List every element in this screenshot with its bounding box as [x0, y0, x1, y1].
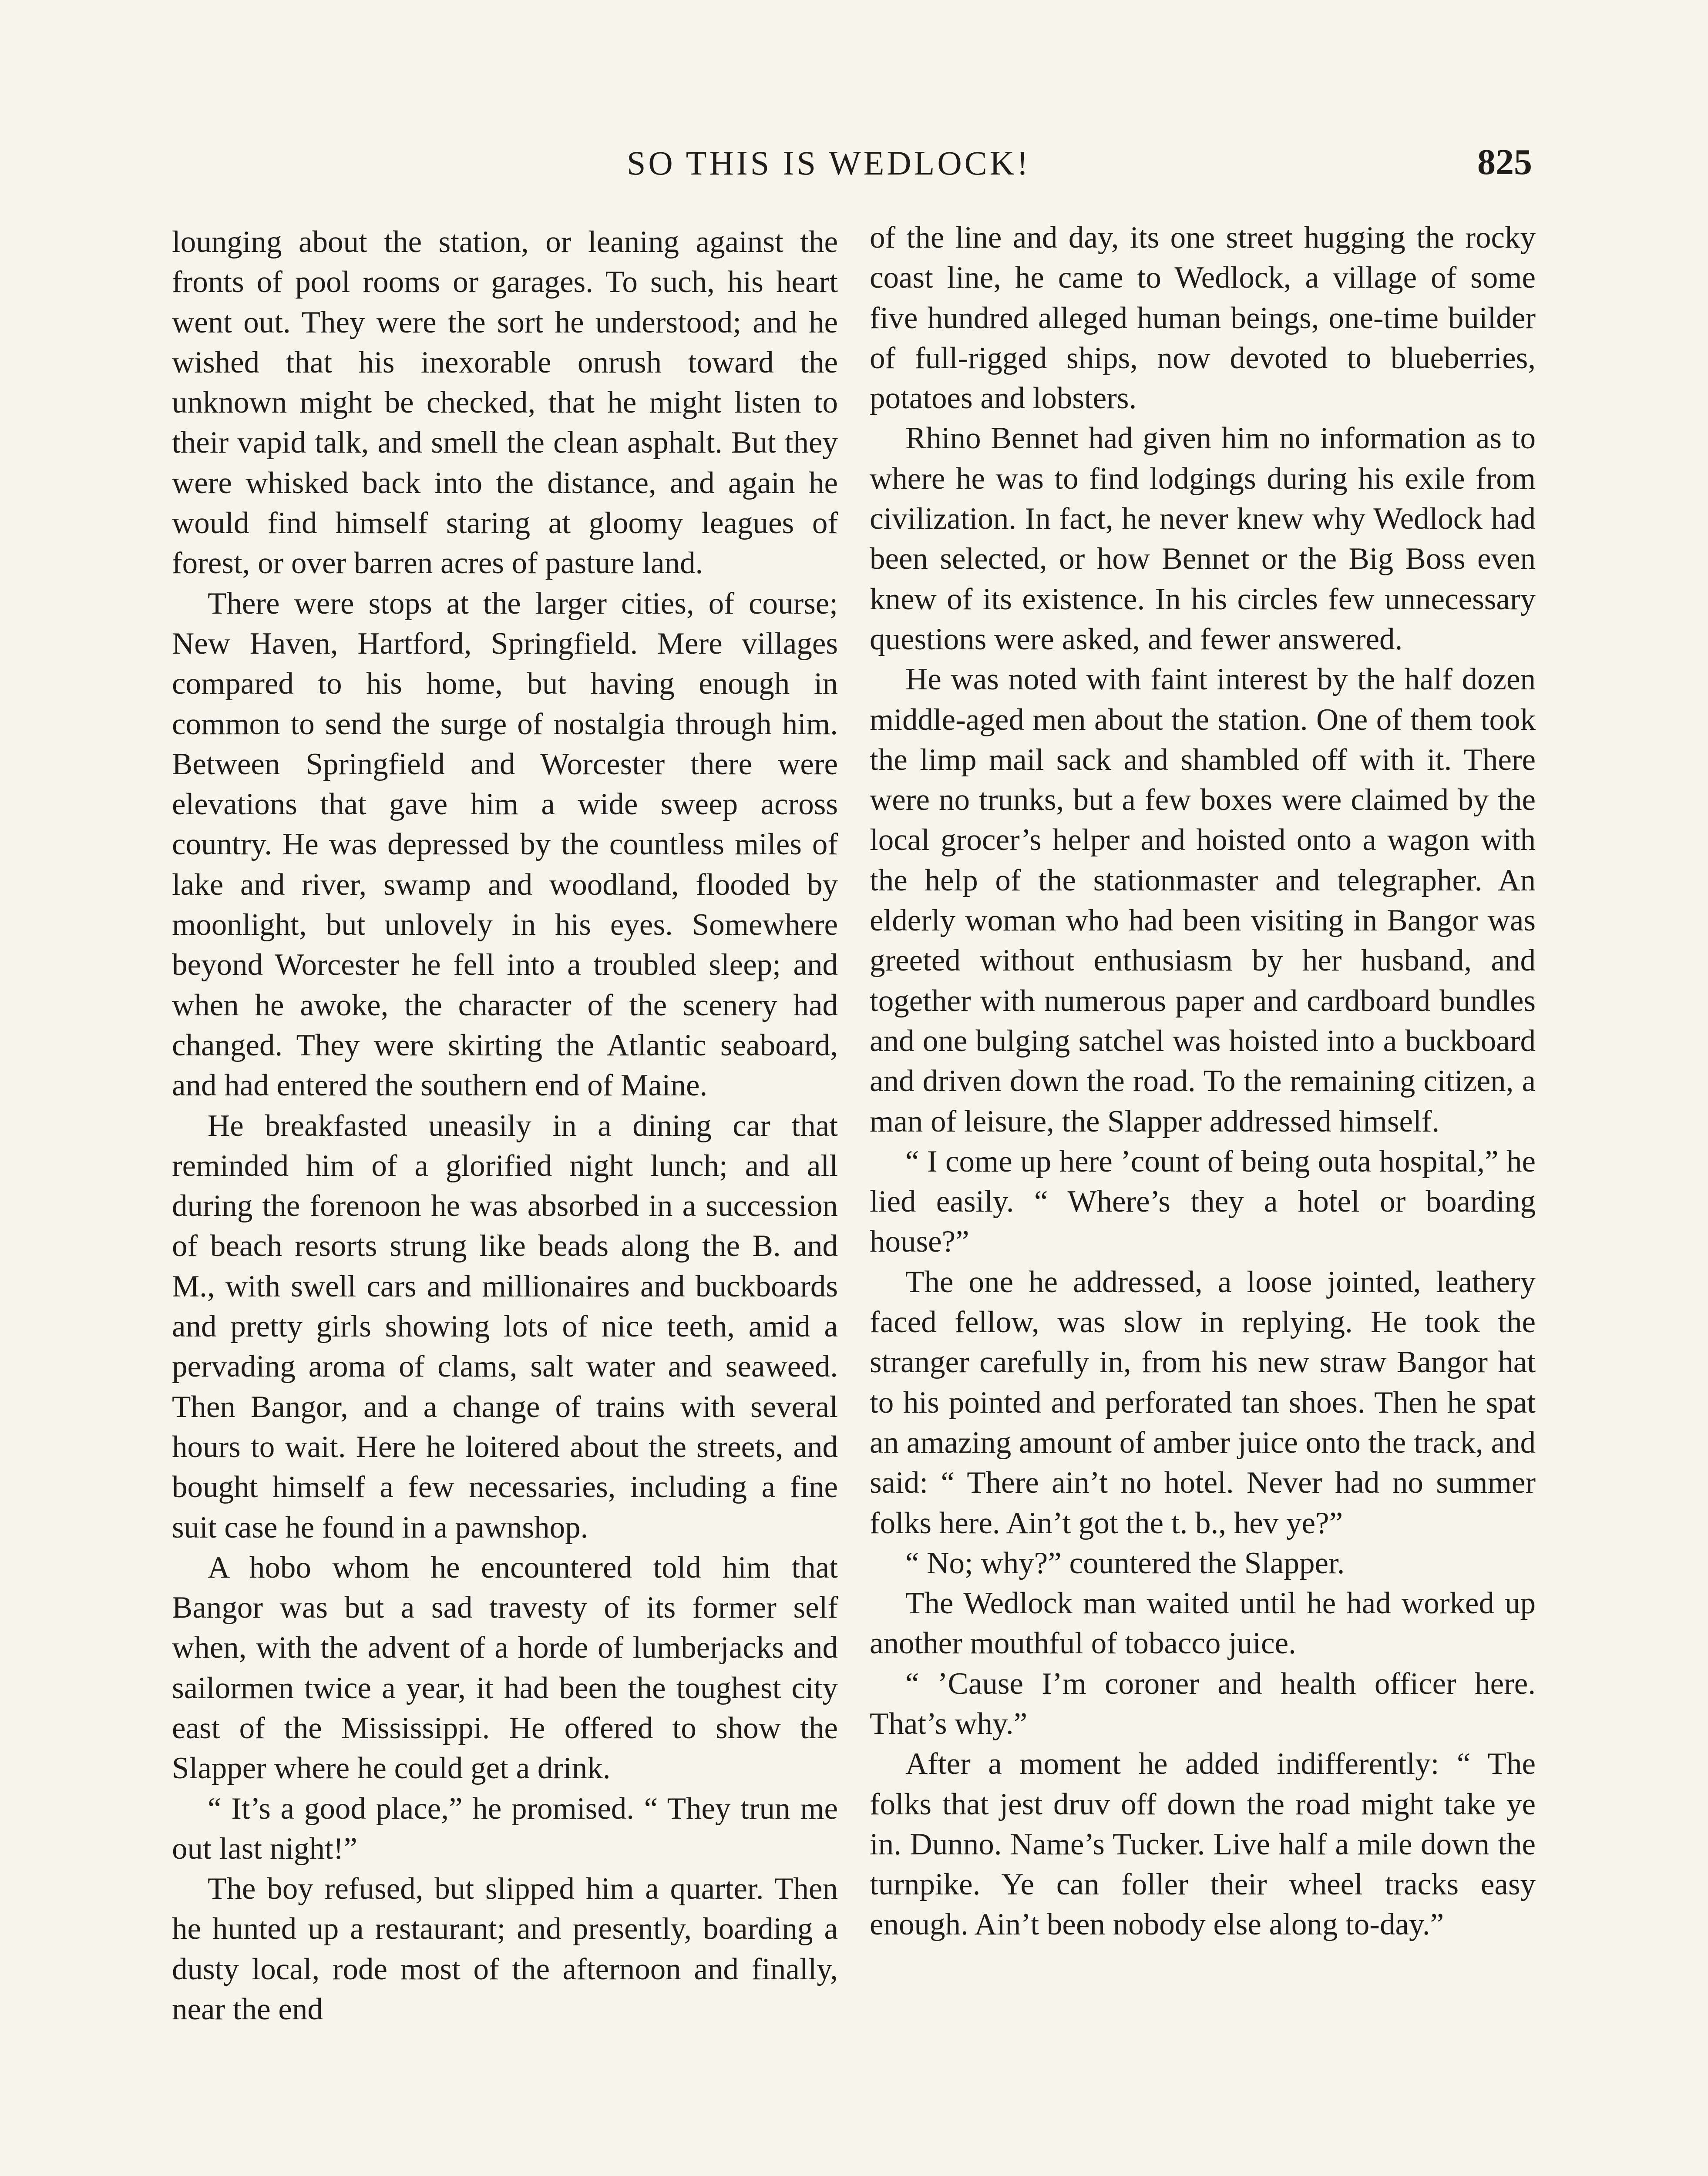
page-header: [627, 144, 1532, 196]
paragraph: There were stops at the larger cities, of course; New Haven, Hartford, Springfield. Mere villages compared to his home, but having enough in common to send the surge of nostalgia through him. Between Springfield and Worcester there were elevations that gave him a wide sweep across country. He was depressed by the countless miles of lake and river, swamp and woodland, flooded by moonlight, but unlovely in his eyes. Somewhere beyond Worcester he fell into a troubled sleep; and when he awoke, the character of the scenery had changed. They were skirting the Atlantic seaboard, and had entered the southern end of Maine.: [172, 586, 838, 1103]
left-column: [172, 222, 838, 2029]
paragraph: The Wedlock man waited until he had worked up another mouthful of tobacco juice.: [870, 1586, 1536, 1661]
paragraph: “ I come up here ’count of being outa hospital,” he lied easily. “ Where’s they a hotel or boarding house?”: [870, 1144, 1536, 1259]
paragraph: The one he addressed, a loose jointed, leathery faced fellow, was slow in replying. He took the stranger carefully in, from his new straw Bangor hat to his pointed and perforated tan shoes. Then he spat an amazing amount of amber juice onto the track, and said: “ There ain’t no hotel. Never had no summer folks here. Ain’t got the t. b., hev ye?”: [870, 1265, 1536, 1540]
paragraph: Rhino Bennet had given him no information as to where he was to find lodgings during his exile from civilization. In fact, he never knew why Wedlock had been selected, or how Bennet or the Big Boss even knew of its existence. In his circles few unnecessary questions were asked, and fewer answered.: [870, 421, 1536, 656]
paragraph: “ It’s a good place,” he promised. “ They trun me out last night!”: [172, 1791, 838, 1866]
paragraph: “ No; why?” countered the Slapper.: [905, 1546, 1345, 1580]
paragraph: of the line and day, its one street hugging the rocky coast line, he came to Wedlock, a village of some five hundred alleged human beings, one-time builder of full-rigged ships, now devoted to blueberries, potatoes and lobsters.: [870, 221, 1536, 416]
paragraph: A hobo whom he encountered told him that Bangor was but a sad travesty of its former self when, with the advent of a horde of lumberjacks and sailormen twice a year, it had been the toughest city east of the Mississippi. He offered to show the Slapper where he could get a drink.: [172, 1550, 838, 1786]
page-number: 825: [1477, 142, 1532, 182]
paragraph: He was noted with faint interest by the half dozen middle-aged men about the station. One of them took the limp mail sack and shambled off with it. There were no trunks, but a few boxes were claimed by the local grocer’s helper and hoisted onto a wagon with the help of the stationmaster and telegrapher. An elderly woman who had been visiting in Bangor was greeted without enthusiasm by her husband, and together with numerous paper and cardboard bundles and one bulging satchel was hoisted into a buckboard and driven down the road. To the remaining citizen, a man of leisure, the Slapper addressed himself.: [870, 662, 1536, 1138]
paragraph: After a moment he added indifferently: “ The folks that jest druv off down the road might take ye in. Dunno. Name’s Tucker. Live half a mile down the turnpike. Ye can foller their wheel tracks easy enough. Ain’t been nobody else along to-day.”: [870, 1747, 1536, 1942]
paragraph: He breakfasted uneasily in a dining car that reminded him of a glorified night lunch; and all during the forenoon he was absorbed in a succession of beach resorts strung like beads along the B. and M., with swell cars and millionaires and buckboards and pretty girls showing lots of nice teeth, amid a pervading aroma of clams, salt water and seaweed. Then Bangor, and a change of trains with several hours to wait. Here he loitered about the streets, and bought himself a few necessaries, including a fine suit case he found in a pawnshop.: [172, 1108, 838, 1545]
paragraph: lounging about the station, or leaning against the fronts of pool rooms or garages. To such, his heart went out. They were the sort he understood; and he wished that his inexorable onrush toward the unknown might be checked, that he might listen to their vapid talk, and smell the clean asphalt. But they were whisked back into the distance, and again he would find himself staring at gloomy leagues of forest, or over barren acres of pasture land.: [172, 225, 838, 581]
running-title: SO THIS IS WEDLOCK!: [627, 144, 1031, 182]
right-column: [870, 218, 1536, 1945]
paragraph: The boy refused, but slipped him a quarter. Then he hunted up a restaurant; and presently, boarding a dusty local, rode most of the afternoon and finally, near the end: [172, 1872, 838, 2027]
paragraph: “ ’Cause I’m coroner and health officer here. That’s why.”: [870, 1666, 1536, 1741]
